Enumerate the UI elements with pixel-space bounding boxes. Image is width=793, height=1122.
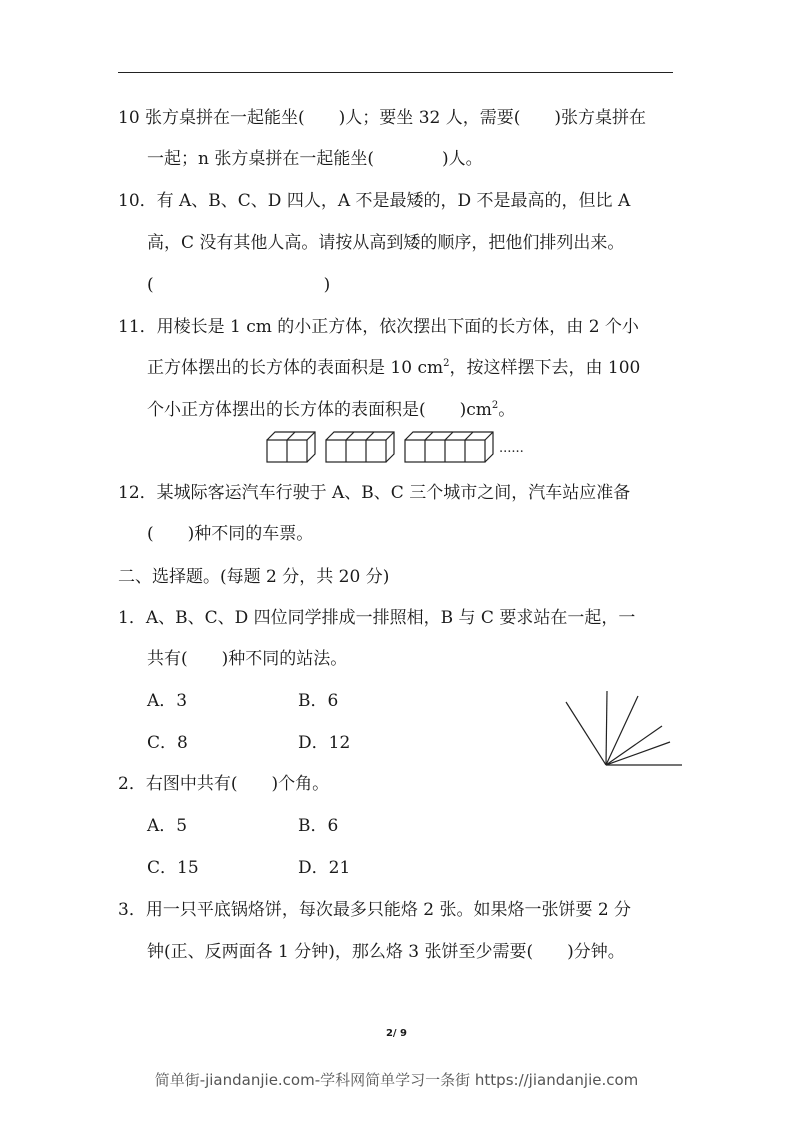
angle-rays-figure — [560, 688, 684, 770]
cuboid-4 — [405, 432, 493, 462]
mc3-line-1: 3．用一只平底锅烙饼，每次最多只能烙 2 张。如果烙一张饼要 2 分 — [118, 900, 632, 920]
cube-rows-figure — [266, 430, 536, 466]
footer-watermark: 简单街-jiandanjie.com-学科网简单学习一条街 https://jiandanjie.com — [154, 1071, 639, 1089]
cuboid-3 — [326, 432, 394, 462]
mc1-option-a: A．3 — [147, 691, 188, 711]
cuboid-2 — [267, 432, 315, 462]
q12-line-1: 12．某城际客运汽车行驶于 A、B、C 三个城市之间，汽车站应准备 — [118, 483, 631, 503]
q10-answer-blank: ( ) — [147, 275, 331, 295]
mc2-option-b: B．6 — [298, 816, 339, 836]
page-number: 2/ 9 — [385, 1028, 408, 1039]
section-2-heading: 二、选择题。(每题 2 分，共 20 分) — [118, 567, 390, 587]
ellipsis: ...... — [499, 441, 524, 456]
mc1-option-b: B．6 — [298, 691, 339, 711]
ray-5 — [606, 691, 607, 765]
ray-6 — [566, 702, 606, 765]
q10-line-1: 10．有 A、B、C、D 四人，A 不是最矮的，D 不是最高的，但比 A — [118, 191, 631, 211]
q11-line-3: 个小正方体摆出的长方体的表面积是( )$cm^2$。 — [147, 400, 516, 420]
mc2-option-d: D．21 — [298, 858, 351, 878]
q11-line-1: 11．用棱长是 1 cm 的小正方体，依次摆出下面的长方体，由 2 个小 — [118, 317, 639, 337]
mc1-option-c: C．8 — [147, 733, 188, 753]
q12-line-2: ( )种不同的车票。 — [147, 524, 314, 544]
mc3-line-2: 钟(正、反两面各 1 分钟)，那么烙 3 张饼至少需要( )分钟。 — [147, 942, 625, 962]
q11-line-2: 正方体摆出的长方体的表面积是 10 $cm^2$，按这样摆下去，由 100 — [147, 358, 641, 378]
q9-line-1: 10 张方桌拼在一起能坐( )人；要坐 32 人，需要( )张方桌拼在 — [118, 108, 647, 128]
mc1-line-2: 共有( )种不同的站法。 — [147, 649, 348, 669]
mc2-option-c: C．15 — [147, 858, 199, 878]
mc1-option-d: D．12 — [298, 733, 351, 753]
q10-line-2: 高，C 没有其他人高。请按从高到矮的顺序，把他们排列出来。 — [147, 233, 625, 253]
mc2-option-a: A．5 — [147, 816, 188, 836]
mc2-stem: 2．右图中共有( )个角。 — [118, 774, 330, 794]
mc1-line-1: 1．A、B、C、D 四位同学排成一排照相，B 与 C 要求站在一起，一 — [118, 608, 636, 628]
header-rule — [118, 72, 673, 73]
q9-line-2: 一起；n 张方桌拼在一起能坐( )人。 — [147, 149, 483, 169]
